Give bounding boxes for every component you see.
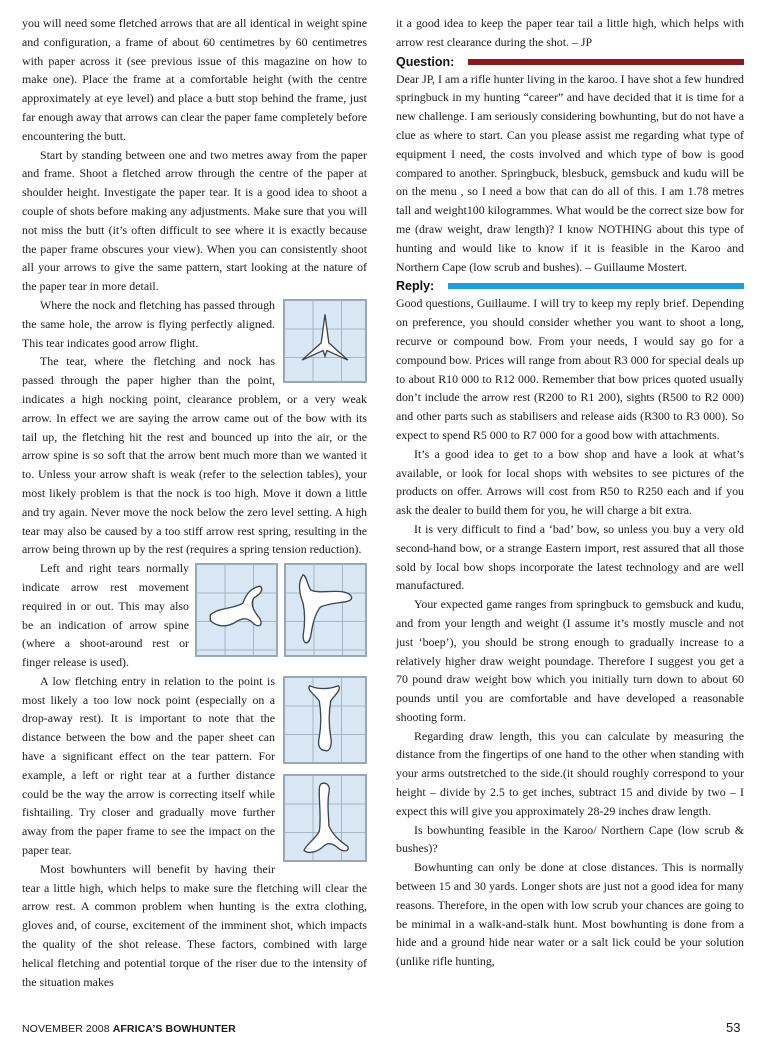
reply-divider-bar (448, 283, 744, 289)
paragraph: It’s a good idea to get to a bow shop and have a look at what’s available, or look for local shops with websites to see pictures of the products on offer. Arrows will cost from R50 to R250 each and if you ask the dealer to build them for you, he will charge a bit extra. (396, 446, 744, 518)
page-number: 53 (726, 1020, 741, 1035)
paragraph: Bowhunting can only be done at close distances. This is normally between 15 and 30 yards. Longer shots are just not a good idea for many reasons. Therefore, in the open with low scrub your chances are going to be minimal in a walk-and-stalk hunt. Most bowhunting is done from a hide and a ground hide near water or a salt lick could be your solution (unlike rifle hunting, (396, 860, 744, 969)
paragraph: Regarding draw length, this you can calculate by measuring the distance from the fingertips of one hand to the other when standing with your arms outstretched to the side.(it should roughly correspond to your height – divide by 2.5 to get inches, subtract 15 and divide by two – I expect this will give you approximately 28-29 inches draw length. (396, 728, 744, 818)
low-tear-figures (283, 676, 367, 862)
reply-label: Reply: (396, 279, 435, 294)
good-flight-tear-figure (283, 299, 367, 383)
paragraph: Start by standing between one and two metres away from the paper and frame. Shoot a fletched arrow through the centre of the paper at shoulder height. Investigate the paper tear. It is a good idea to shoot a couple of shots before making any adjustments. Make sure that you will not miss the butt (it’s often difficult to see where it is exactly because the paper frame obscures your view). When you can consistently shoot all your arrows to give the same pattern, start looking at the nature of the paper tear in more detail. (22, 147, 367, 294)
left-tear-illustration (197, 565, 276, 655)
left-tear-figure (195, 563, 278, 657)
paragraph: Is bowhunting feasible in the Karoo/ Northern Cape (low scrub & bushes)? (396, 822, 744, 856)
paragraph: Most bowhunters will benefit by having their tear a little high, which helps to make sure the fletching will clear the arrow rest. A common problem when hunting is the extra clothing, gloves and, of course, excitement of the imminent shot, which impacts the quality of the shot release. These factors, combined with large helical fletching and potential torque of the riser due to the intensity of the situation makes (22, 861, 367, 989)
paragraph: It is very difficult to find a ‘bad’ bow, so unless you buy a very old second-hand bow, or a strange Eastern import, rest assured that all those sold by local bow shops incorporate the latest technology and are well manufactured. (396, 521, 744, 593)
question-text: Dear JP, I am a rifle hunter living in the karoo. I have shot a few hundred springbuck in my hunting “career” and have decided that it is time for a new challenge. I am seriously considering bowhunting, but do not have a clue as where to start. Can you please assist me regarding what type of equipment I need, the costs involved and which type of bow is good compared to another. Springbuck, blesbuck, gemsbuck and kudu will be on the menu , so I need a bow that can do all of this. I am 1.78 metres tall and weight100 kilogrammes. What would be the correct size bow for me (draw weight, draw length)? I know NOTHING about this type of hunting and would like to know if it is feasible in the Karoo and Northern Cape (low scrub and bushes). – Guillaume Mostert. (396, 71, 744, 274)
right-column (396, 14, 744, 971)
paragraph: The tear, where the fletching and nock has passed through the paper higher than the point, indicates a high nocking point, clearance problem, or a very weak arrow. In effect we are saying the arrow came out of the bow with its tail up, the fletching hit the rest and bounced up into the air, or the arrow spine is so soft that the arrow bent much more than we wanted it to. Unless your arrow shaft is weak (refer to the selection tables), your most likely problem is that the nock is too high. Move it down a little and try again. Never move the nock below the zero level setting. A high tear may also be caused by a too stiff arrow rest spring, resulting in the arrow being thrown up by the rest (requires a spring tension reduction). (22, 354, 367, 557)
right-tear-figure (284, 563, 367, 657)
question-label: Question: (396, 54, 455, 69)
left-right-tear-figures (195, 563, 367, 657)
bullet-hole-illustration (285, 301, 365, 381)
paragraph: it a good idea to keep the paper tear tail a little high, which helps with arrow rest clearance during the shot. – JP (396, 16, 744, 49)
reply-heading (396, 278, 744, 294)
left-column (22, 14, 367, 991)
low-tear-figure-1 (283, 676, 367, 764)
paragraph: Good questions, Guillaume. I will try to keep my reply brief. Depending on preference, you should consider whether you want to shoot a long, recurve or compound bow. From your needs, I would say go for a compound bow. Prices will range from about R3 000 for special deals up to about R10 000 to R12 000. Remember that bow prices quoted usually don’t include the arrow rest (R200 to R1 200), sights (R500 to R2 000) and other parts such as stabilisers and release aids (R300 to R3 000). So expect to spend R5 000 to R7 000 for a good bow with attachments. (396, 296, 744, 442)
question-heading (396, 54, 744, 70)
right-tear-illustration (286, 565, 365, 655)
paragraph: A low fletching entry in relation to the point is most likely a too low nock point (especially on a drop-away rest). It is important to note that the distance between the bow and the paper sheet can have a significant effect on the tear pattern. For example, a left or right tear at a further distance could be the way the arrow is correcting itself while fishtailing. Try closer and gradually move further away from the paper frame to see the impact on the paper tear. (22, 673, 275, 858)
low-tear-illustration-2 (285, 776, 365, 860)
paragraph: Left and right tears normally indicate arrow rest movement required in or out. This may also be an indication of arrow spine (where a shoot-around rest or finger release is used). (22, 561, 189, 670)
footer-issue (22, 1023, 236, 1035)
low-tear-figure-2 (283, 774, 367, 862)
question-divider-bar (468, 59, 744, 65)
low-tear-illustration-1 (285, 678, 365, 762)
paragraph: Your expected game ranges from springbuck to gemsbuck and kudu, and from your length and weight (I assume it’s mostly muscle and not just ‘boep’), you should be strong enough to gradually increase to a relatively higher draw weight poundage. Therefore I suggest you get a 70 pound draw weight bow which you initially turn down to about 60 pounds until you are comfortable and have developed a reasonable shooting form. (396, 597, 744, 724)
footer-date: NOVEMBER 2008 (22, 1023, 110, 1035)
footer-magazine-title: AFRICA’S BOWHUNTER (112, 1023, 236, 1035)
paragraph: Where the nock and fletching has passed through the same hole, the arrow is flying perfectly aligned. This tear indicates good arrow flight. (22, 297, 275, 350)
paragraph: you will need some fletched arrows that are all identical in weight spine and configuration, a frame of about 60 centimetres by 60 centimetres with paper across it (see previous issue of this magazine on how to make one). Place the frame at a comfortable height (with the centre approximately at eye level) and place a butt stop behind the frame, just far enough away that arrows can clear the paper fame completely before encountering the butt. (22, 16, 367, 143)
